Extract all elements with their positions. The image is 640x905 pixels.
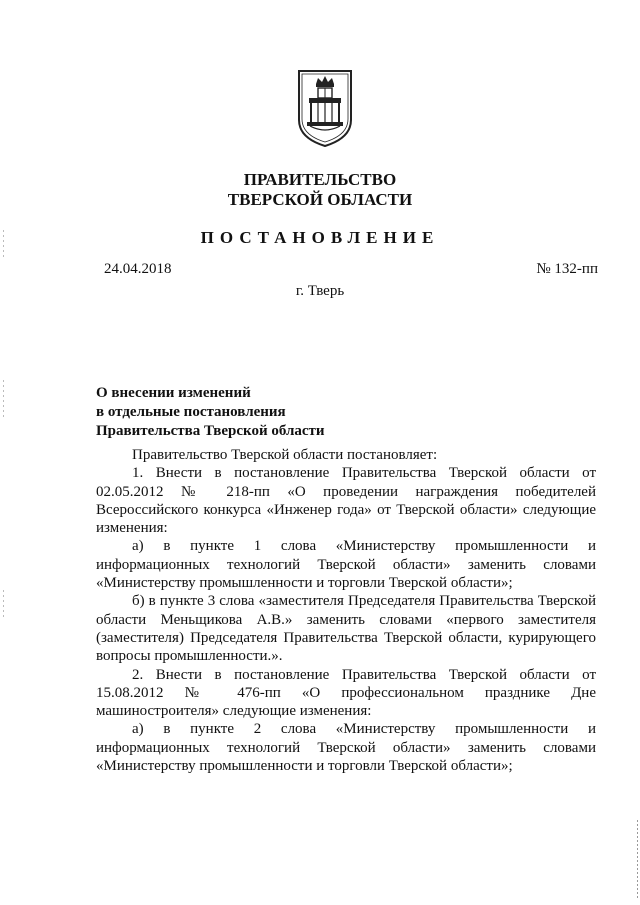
body-paragraph-item-2a: а) в пункте 2 слова «Министерству промышленности и информационных технологий Тверской области» заменить словами «Министерству промышленности и торговли Тверской области»; (96, 721, 596, 775)
document-date: 24.04.2018 (104, 261, 172, 277)
subject-line-2: в отдельные постановления (96, 404, 286, 420)
body-paragraph-item-2: 2. Внести в постановление Правительства Тверской области от 15.08.2012 № 476-пп «О профессиональном празднике Дне машиностроителя» следующие изменения: (96, 666, 596, 720)
body-paragraph-item-1: 1. Внести в постановление Правительства Тверской области от 02.05.2012 № 218-пп «О проведении награждения победителей Всероссийского конкурса «Инженер года» от Тверской области» следующие изменения: (96, 465, 596, 537)
document-city: г. Тверь (295, 283, 345, 299)
scan-edge-mark (3, 230, 4, 260)
document-number: № 132-пп (536, 261, 598, 277)
coat-of-arms-icon (296, 68, 354, 148)
document-subject (96, 384, 325, 441)
scan-edge-mark (3, 380, 4, 420)
subject-line-1: О внесении изменений (96, 385, 251, 401)
org-name-line2: ТВЕРСКОЙ ОБЛАСТИ (227, 190, 413, 209)
scan-edge-mark (3, 590, 4, 620)
scan-edge-mark (637, 820, 638, 900)
body-paragraph-intro: Правительство Тверской области постановляет: (132, 447, 438, 463)
document-body (96, 446, 596, 775)
org-name-line1: ПРАВИТЕЛЬСТВО (243, 170, 397, 189)
subject-line-3: Правительства Тверской области (96, 423, 325, 439)
body-paragraph-item-1a: а) в пункте 1 слова «Министерству промышленности и информационных технологий Тверской области» заменить словами «Министерству промышленности и торговли Тверской области»; (96, 538, 596, 592)
document-type: ПОСТАНОВЛЕНИЕ (200, 228, 440, 247)
body-paragraph-item-1b: б) в пункте 3 слова «заместителя Председателя Правительства Тверской области Меньщикова А.В.» заменить словами «первого заместителя (заместителя) Председателя Правительства Тверской области, курирующего вопросы промышленности.». (96, 593, 596, 665)
